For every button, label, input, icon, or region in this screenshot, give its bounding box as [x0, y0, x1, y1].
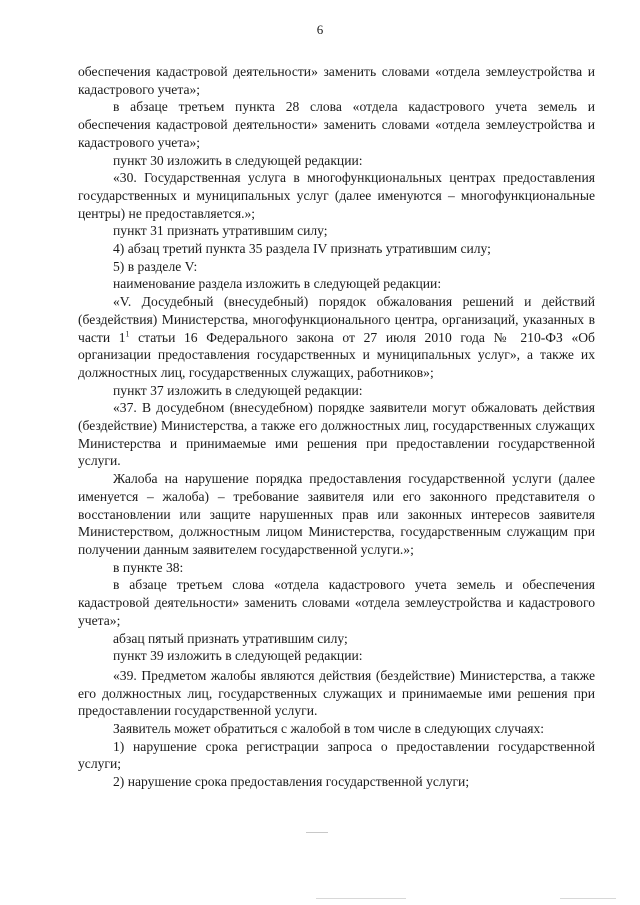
scan-artifact [316, 898, 406, 899]
paragraph: пункт 37 изложить в следующей редакции: [113, 382, 363, 398]
paragraph: «30. Государственная услуга в многофункциональных центрах предоставления государственных и муниципальных услуг (далее именуются – многофункциональные центры) не предоставляется.»; [78, 170, 595, 221]
paragraph: наименование раздела изложить в следующей редакции: [113, 276, 442, 292]
paragraph: Заявитель может обратиться с жалобой в том числе в следующих случаях: [113, 721, 545, 737]
paragraph: обеспечения кадастровой деятельности» заменить словами «отдела землеустройства и кадастрового учета»; [78, 64, 595, 97]
paragraph: абзац пятый признать утратившим силу; [113, 630, 348, 646]
paragraph: 1) нарушение срока регистрации запроса о предоставлении государственной услуги; [78, 738, 595, 772]
paragraph: 4) абзац третий пункта 35 раздела IV признать утратившим силу; [113, 241, 491, 257]
paragraph: 2) нарушение срока предоставления государственной услуги; [113, 774, 470, 790]
document-body [78, 63, 595, 791]
paragraph: пункт 30 изложить в следующей редакции: [113, 152, 363, 168]
scan-artifact [560, 898, 616, 899]
paragraph: «39. Предметом жалобы являются действия (бездействие) Министерства, а также его должностных лиц, государственных служащих и принимаемые ими решения при предоставлении государственной услуги. [78, 667, 595, 719]
paragraph: «V. Досудебный (внесудебный) порядок обжалования решений и действий (бездействия) Министерства, многофункционального центра, организаций, указанных в части $1^1$ статьи 16 Федерального закона от 27 июля 2010 года № 210-ФЗ «Об организации предоставления государственных и муниципальных услуг», а также их должностных лиц, государственных служащих, работников»; [78, 294, 595, 380]
paragraph: в абзаце третьем пункта 28 слова «отдела кадастрового учета земель и обеспечения кадастровой деятельности» заменить словами «отдела землеустройства и кадастрового учета»; [78, 99, 595, 150]
scan-artifact [306, 832, 328, 833]
superscript: 1 [125, 329, 130, 339]
paragraph: в пункте 38: [113, 559, 184, 575]
paragraph: пункт 39 изложить в следующей редакции: [113, 648, 363, 664]
paragraph: пункт 31 признать утратившим силу; [113, 223, 328, 239]
paragraph: 5) в разделе V: [113, 258, 198, 274]
paragraph: «37. В досудебном (внесудебном) порядке заявители могут обжаловать действия (бездействие) Министерства, а также его должностных лиц, государственных служащих Министерства и принимаемые ими решения при предоставлении государственной услуги. [78, 400, 595, 469]
paragraph: в абзаце третьем слова «отдела кадастрового учета земель и обеспечения кадастровой деятельности» заменить словами «отдела землеустройства и кадастрового учета»; [78, 577, 595, 628]
paragraph: Жалоба на нарушение порядка предоставления государственной услуги (далее именуется – жалоба) – требование заявителя или его законного представителя о восстановлении или защите нарушенных прав или законных интересов заявителя Министерством, должностным лицом Министерства, государственным служащим при получении данным заявителем государственной услуги.»; [78, 471, 595, 557]
page-number: 6 [316, 22, 324, 37]
